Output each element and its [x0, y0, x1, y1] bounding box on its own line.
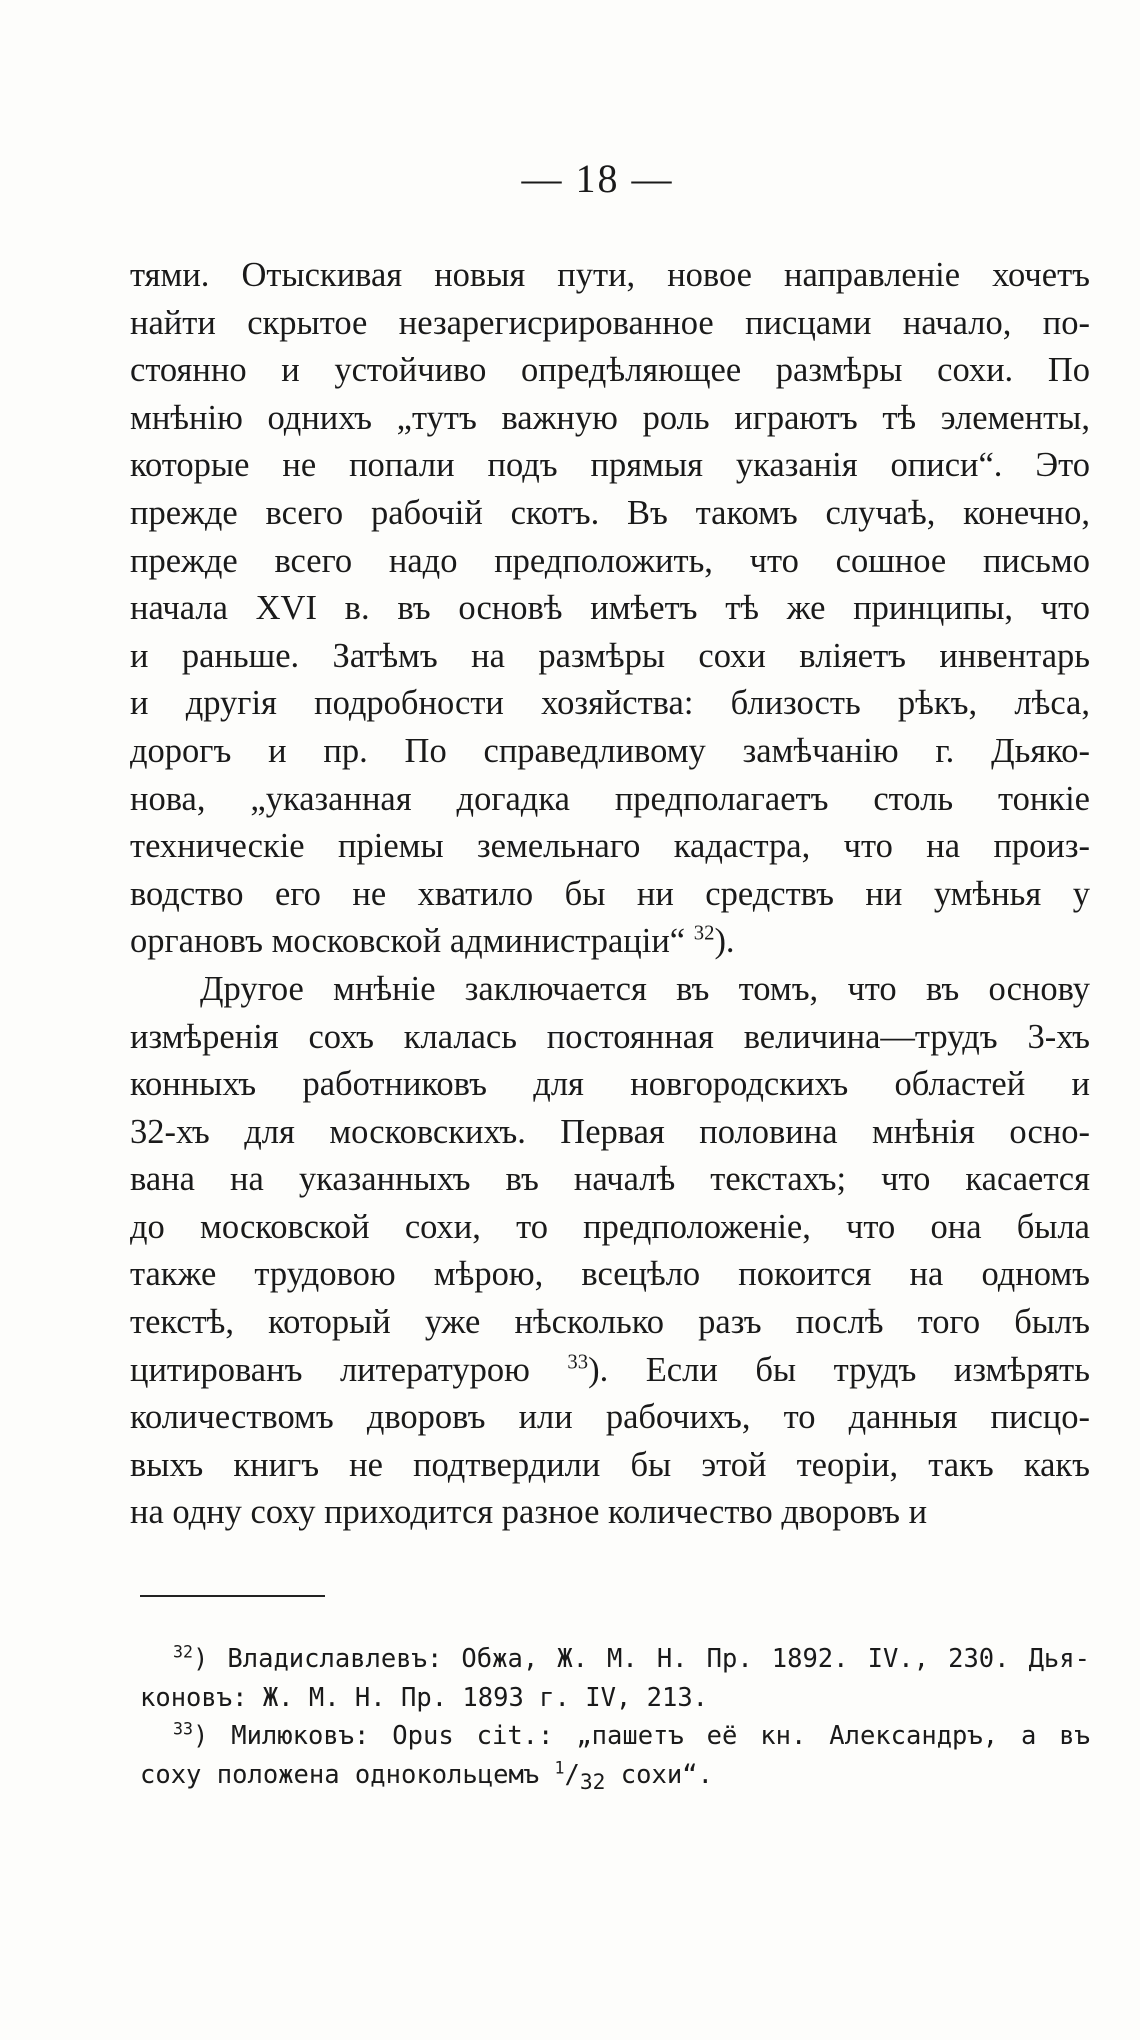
text-line: на одну соху приходится разное количество дворовъ и [130, 1493, 928, 1532]
text-line: текстѣ, который уже нѣсколько разъ послѣ того былъ [130, 1303, 1090, 1342]
text-line: 32-хъ для московскихъ. Первая половина мнѣнія осно- [130, 1112, 1090, 1151]
text-line: Другое мнѣніе заключается въ томъ, что въ основу [200, 969, 1090, 1008]
text-line: техническіе пріемы земельнаго кадастра, что на произ- [130, 827, 1090, 866]
paragraph-1 [130, 252, 1090, 966]
text-line: тями. Отыскивая новыя пути, новое направленіе хочетъ [130, 256, 1090, 294]
footnotes [140, 1640, 1090, 1802]
text-line: нова, „указанная догадка предполагаетъ столь тонкіе [130, 779, 1090, 818]
text-fragment: ). [714, 922, 735, 961]
footnote-line [140, 1756, 1090, 1803]
text-fragment: ). Если бы трудъ измѣрять [588, 1350, 1090, 1389]
text-line [130, 918, 1090, 966]
text-line: прежде всего надо предположить, что сошное письмо [130, 541, 1090, 580]
footnote-line [140, 1717, 1090, 1756]
fraction-denominator: 32 [579, 1769, 606, 1795]
text-line: которые не попали подъ прямыя указанія описи“. Это [130, 446, 1090, 485]
footnote-text: ) Милюковъ: Opus cit.: „пашетъ её кн. Александръ, а въ [192, 1721, 1090, 1751]
footnote-number: 33 [173, 1719, 193, 1739]
text-line: прежде всего рабочій скотъ. Въ такомъ случаѣ, конечно, [130, 493, 1090, 532]
text-line: выхъ книгъ не подтвердили бы этой теоріи, такъ какъ [130, 1445, 1090, 1484]
text-line [130, 1347, 1090, 1395]
page-number: — 18 — [521, 156, 674, 201]
paragraph-2 [130, 966, 1090, 1537]
footnote-text: сохи“. [605, 1759, 713, 1790]
footnote-ref-33[interactable]: 33 [567, 1351, 589, 1374]
text-line: и другія подробности хозяйства: близость рѣкъ, лѣса, [130, 684, 1090, 723]
footnote-33 [140, 1717, 1090, 1802]
footnote-divider [140, 1595, 325, 1597]
text-line: количествомъ дворовъ или рабочихъ, то данныя писцо- [130, 1398, 1090, 1437]
footnote-line: коновъ: Ж. М. Н. Пр. 1893 г. IV, 213. [140, 1682, 709, 1713]
fraction-numerator: 1 [554, 1758, 565, 1777]
footnote-number: 32 [173, 1642, 193, 1662]
main-text [130, 252, 1090, 1537]
text-line: стоянно и устойчиво опредѣляющее размѣры сохи. По [130, 351, 1090, 390]
text-line: дорогъ и пр. По справедливому замѣчанію г. Дьяко- [130, 731, 1090, 770]
text-line: водство его не хватило бы ни средствъ ни умѣнья у [130, 874, 1090, 913]
footnote-line [140, 1640, 1090, 1679]
text-line: и раньше. Затѣмъ на размѣры сохи вліяетъ инвентарь [130, 636, 1090, 675]
text-fragment: органовъ московской администраціи“ [130, 922, 686, 961]
text-line: конныхъ работниковъ для новгородскихъ областей и [130, 1065, 1090, 1104]
footnote-text: соху положена однокольцемъ [140, 1759, 555, 1790]
text-line: также трудовою мѣрою, всецѣло покоится на одномъ [130, 1255, 1090, 1294]
text-line: измѣренія сохъ клалась постоянная величина—трудъ 3-хъ [130, 1017, 1090, 1056]
text-line: мнѣнію однихъ „тутъ важную роль играютъ тѣ элементы, [130, 398, 1090, 437]
text-line: начала XVI в. въ основѣ имѣетъ тѣ же принципы, что [130, 589, 1090, 628]
fraction-slash: / [564, 1759, 580, 1790]
text-line: найти скрытое незарегисрированное писцами начало, по- [130, 303, 1090, 342]
text-fragment: цитированъ литературою [130, 1350, 530, 1389]
footnote-text: ) Владиславлевъ: Обжа, Ж. М. Н. Пр. 1892. IV., 230. Дья- [192, 1644, 1090, 1674]
text-line: до московской сохи, то предположеніе, что она была [130, 1207, 1090, 1246]
footnote-ref-32[interactable]: 32 [693, 922, 715, 945]
footnote-32 [140, 1640, 1090, 1717]
text-line: вана на указанныхъ въ началѣ текстахъ; что касается [130, 1160, 1090, 1199]
